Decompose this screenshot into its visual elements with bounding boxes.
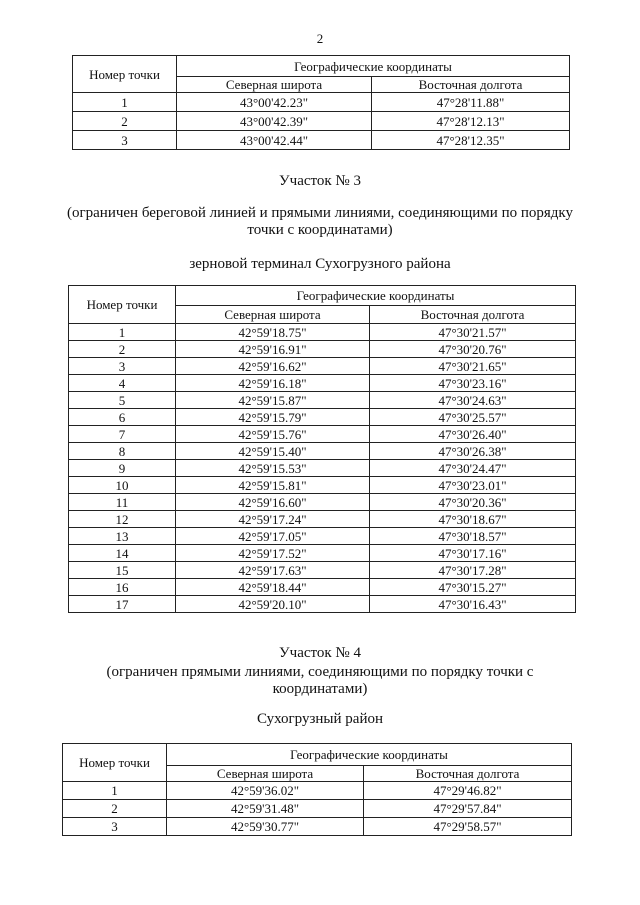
section-3-desc-line2: точки с координатами) xyxy=(247,222,393,238)
longitude-cell: 47°30'15.27" xyxy=(370,579,576,596)
latitude-cell: 42°59'18.75" xyxy=(176,324,370,341)
longitude-header: Восточная долгота xyxy=(372,77,570,93)
point-number-cell: 12 xyxy=(69,511,176,528)
longitude-cell: 47°30'20.36" xyxy=(370,494,576,511)
latitude-cell: 42°59'15.81" xyxy=(176,477,370,494)
longitude-cell: 47°30'16.43" xyxy=(370,596,576,613)
latitude-cell: 42°59'36.02" xyxy=(167,782,364,800)
point-number-cell: 6 xyxy=(69,409,176,426)
section-4-area: Сухогрузный район xyxy=(256,711,384,727)
latitude-cell: 42°59'17.52" xyxy=(176,545,370,562)
longitude-cell: 47°30'24.47" xyxy=(370,460,576,477)
point-number-cell: 3 xyxy=(63,818,167,836)
latitude-cell: 42°59'15.87" xyxy=(176,392,370,409)
latitude-cell: 43°00'42.23" xyxy=(177,93,372,112)
latitude-cell: 42°59'30.77" xyxy=(167,818,364,836)
table-row xyxy=(69,392,576,409)
longitude-cell: 47°30'23.16" xyxy=(370,375,576,392)
point-number-cell: 1 xyxy=(73,93,177,112)
latitude-cell: 42°59'15.76" xyxy=(176,426,370,443)
table-row xyxy=(69,579,576,596)
table-row xyxy=(63,782,572,800)
latitude-cell: 42°59'17.05" xyxy=(176,528,370,545)
coords-table-1 xyxy=(72,55,570,150)
table-row xyxy=(69,443,576,460)
coords-table-2 xyxy=(68,285,576,613)
longitude-cell: 47°28'11.88" xyxy=(372,93,570,112)
latitude-cell: 42°59'17.63" xyxy=(176,562,370,579)
point-number-header: Номер точки xyxy=(69,286,176,324)
longitude-cell: 47°30'26.40" xyxy=(370,426,576,443)
table-row xyxy=(69,528,576,545)
table-row xyxy=(73,112,570,131)
longitude-cell: 47°30'20.76" xyxy=(370,341,576,358)
latitude-cell: 42°59'16.91" xyxy=(176,341,370,358)
point-number-cell: 16 xyxy=(69,579,176,596)
point-number-cell: 7 xyxy=(69,426,176,443)
table-row xyxy=(69,426,576,443)
point-number-cell: 3 xyxy=(69,358,176,375)
longitude-header: Восточная долгота xyxy=(370,306,576,324)
point-number-cell: 2 xyxy=(63,800,167,818)
longitude-cell: 47°30'17.28" xyxy=(370,562,576,579)
coords-table-3 xyxy=(62,743,572,836)
point-number-cell: 9 xyxy=(69,460,176,477)
section-4-desc-line1: (ограничен прямыми линиями, соединяющими по порядку точки с xyxy=(106,664,534,680)
point-number-cell: 2 xyxy=(73,112,177,131)
point-number-header: Номер точки xyxy=(73,56,177,93)
point-number-cell: 10 xyxy=(69,477,176,494)
table-row xyxy=(69,341,576,358)
latitude-cell: 42°59'31.48" xyxy=(167,800,364,818)
section-3-title: Участок № 3 xyxy=(279,173,361,189)
table-row xyxy=(69,562,576,579)
point-number-cell: 2 xyxy=(69,341,176,358)
longitude-cell: 47°29'57.84" xyxy=(364,800,572,818)
table-row xyxy=(73,93,570,112)
longitude-cell: 47°30'18.57" xyxy=(370,528,576,545)
table-row xyxy=(69,511,576,528)
latitude-header: Северная широта xyxy=(177,77,372,93)
point-number-cell: 8 xyxy=(69,443,176,460)
table-row xyxy=(69,596,576,613)
latitude-cell: 42°59'16.18" xyxy=(176,375,370,392)
longitude-cell: 47°30'25.57" xyxy=(370,409,576,426)
latitude-cell: 43°00'42.39" xyxy=(177,112,372,131)
longitude-cell: 47°28'12.35" xyxy=(372,131,570,150)
point-number-cell: 3 xyxy=(73,131,177,150)
latitude-header: Северная широта xyxy=(176,306,370,324)
longitude-header: Восточная долгота xyxy=(364,766,572,782)
longitude-cell: 47°30'26.38" xyxy=(370,443,576,460)
longitude-cell: 47°30'24.63" xyxy=(370,392,576,409)
section-3-desc-line1: (ограничен береговой линией и прямыми линиями, соединяющими по порядку xyxy=(66,205,573,221)
section-3-area: зерновой терминал Сухогрузного района xyxy=(189,256,451,272)
page-number: 2 xyxy=(316,31,324,46)
longitude-cell: 47°28'12.13" xyxy=(372,112,570,131)
table-row xyxy=(69,545,576,562)
point-number-header: Номер точки xyxy=(63,744,167,782)
point-number-cell: 14 xyxy=(69,545,176,562)
point-number-cell: 1 xyxy=(69,324,176,341)
longitude-cell: 47°30'18.67" xyxy=(370,511,576,528)
longitude-cell: 47°30'17.16" xyxy=(370,545,576,562)
latitude-cell: 42°59'16.62" xyxy=(176,358,370,375)
section-4-desc-line2: координатами) xyxy=(272,681,368,697)
latitude-cell: 42°59'17.24" xyxy=(176,511,370,528)
latitude-cell: 42°59'16.60" xyxy=(176,494,370,511)
table-row xyxy=(69,324,576,341)
point-number-cell: 17 xyxy=(69,596,176,613)
point-number-cell: 13 xyxy=(69,528,176,545)
point-number-cell: 15 xyxy=(69,562,176,579)
geo-coords-header: Географические координаты xyxy=(177,56,570,77)
latitude-cell: 42°59'18.44" xyxy=(176,579,370,596)
section-3-description xyxy=(0,205,640,239)
table-row xyxy=(73,131,570,150)
latitude-cell: 42°59'15.53" xyxy=(176,460,370,477)
table-row xyxy=(69,460,576,477)
table-body xyxy=(63,782,572,836)
geo-coords-header: Географические координаты xyxy=(176,286,576,306)
latitude-cell: 42°59'20.10" xyxy=(176,596,370,613)
latitude-cell: 42°59'15.79" xyxy=(176,409,370,426)
section-4-title: Участок № 4 xyxy=(279,645,361,661)
point-number-cell: 1 xyxy=(63,782,167,800)
latitude-cell: 42°59'15.40" xyxy=(176,443,370,460)
longitude-cell: 47°30'23.01" xyxy=(370,477,576,494)
table-body xyxy=(69,324,576,613)
latitude-cell: 43°00'42.44" xyxy=(177,131,372,150)
latitude-header: Северная широта xyxy=(167,766,364,782)
longitude-cell: 47°29'46.82" xyxy=(364,782,572,800)
point-number-cell: 5 xyxy=(69,392,176,409)
longitude-cell: 47°30'21.57" xyxy=(370,324,576,341)
point-number-cell: 11 xyxy=(69,494,176,511)
table-body xyxy=(73,93,570,150)
geo-coords-header: Географические координаты xyxy=(167,744,572,766)
section-4-description xyxy=(0,664,640,698)
table-row xyxy=(69,375,576,392)
table-row xyxy=(63,800,572,818)
table-row xyxy=(69,477,576,494)
longitude-cell: 47°29'58.57" xyxy=(364,818,572,836)
table-row xyxy=(63,818,572,836)
point-number-cell: 4 xyxy=(69,375,176,392)
longitude-cell: 47°30'21.65" xyxy=(370,358,576,375)
table-row xyxy=(69,409,576,426)
table-row xyxy=(69,494,576,511)
table-row xyxy=(69,358,576,375)
